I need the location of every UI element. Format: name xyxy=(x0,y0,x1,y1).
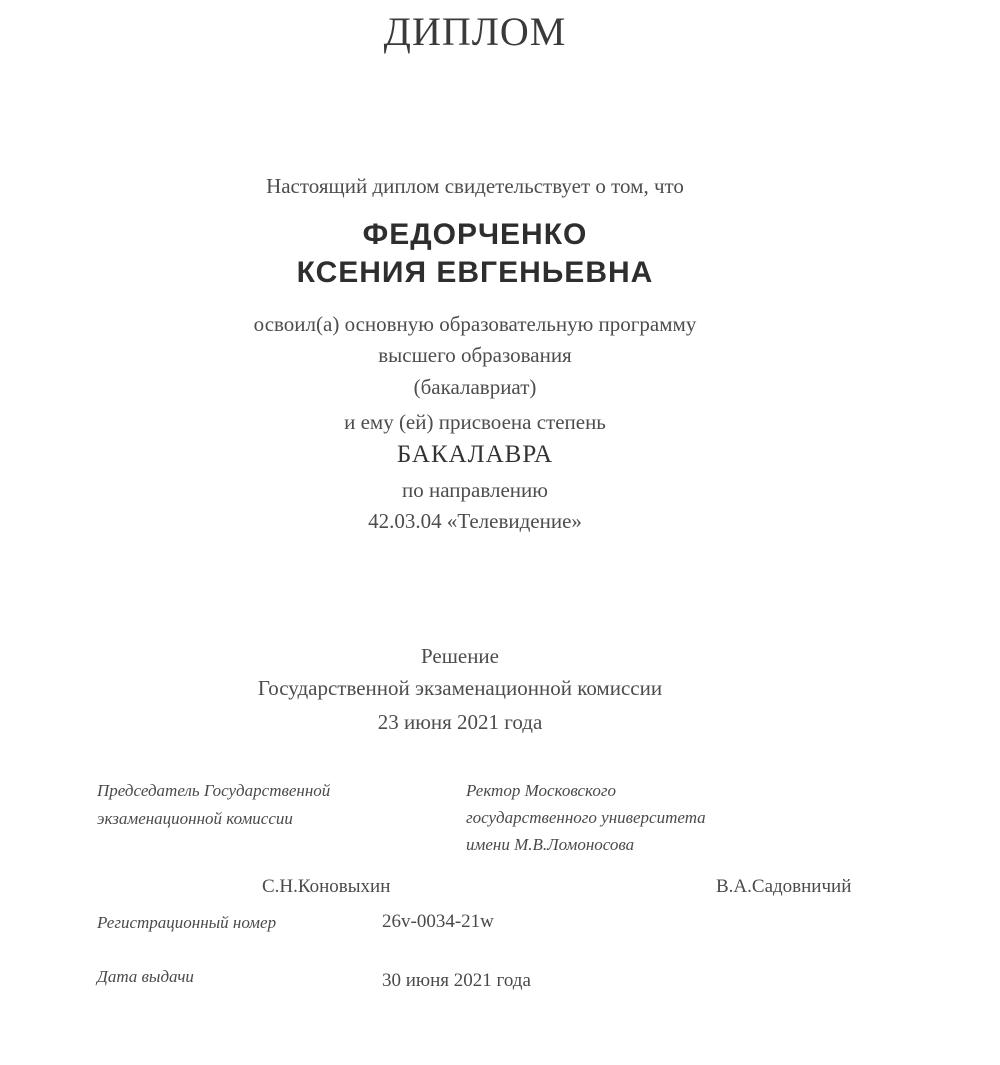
rector-title-line-1: Ректор Московского xyxy=(466,781,616,800)
program-line-4: и ему (ей) присвоена степень xyxy=(344,410,606,434)
graduate-surname: ФЕДОРЧЕНКО xyxy=(362,218,588,251)
rector-title-line-2: государственного университета xyxy=(466,808,706,827)
chairman-title-line-2: экзаменационной комиссии xyxy=(97,809,293,828)
direction-label: по направлению xyxy=(402,478,548,502)
direction-value: 42.03.04 «Телевидение» xyxy=(368,509,582,533)
rector-name: В.А.Садовничий xyxy=(716,876,852,897)
program-line-2: высшего образования xyxy=(378,343,572,367)
chairman-name: С.Н.Коновыхин xyxy=(262,876,391,897)
chairman-title-line-1: Председатель Государственной xyxy=(97,781,331,800)
registration-value: 26v-0034-21w xyxy=(382,911,494,932)
graduate-given-names: КСЕНИЯ ЕВГЕНЬЕВНА xyxy=(296,256,654,289)
rector-title-line-3: имени М.В.Ломоносова xyxy=(466,835,635,854)
issue-date-value: 30 июня 2021 года xyxy=(382,970,531,991)
registration-label: Регистрационный номер xyxy=(97,913,277,932)
program-line-1: освоил(а) основную образовательную программу xyxy=(253,312,697,336)
decision-date: 23 июня 2021 года xyxy=(377,710,543,734)
decision-line-2: Государственной экзаменационной комиссии xyxy=(257,676,663,700)
decision-line-1: Решение xyxy=(420,644,499,668)
program-line-3: (бакалавриат) xyxy=(413,375,537,399)
degree-title: БАКАЛАВРА xyxy=(396,441,554,468)
intro-text: Настоящий диплом свидетельствует о том, что xyxy=(266,174,684,198)
issue-date-label: Дата выдачи xyxy=(97,967,194,986)
document-title: ДИПЛОМ xyxy=(383,9,567,54)
